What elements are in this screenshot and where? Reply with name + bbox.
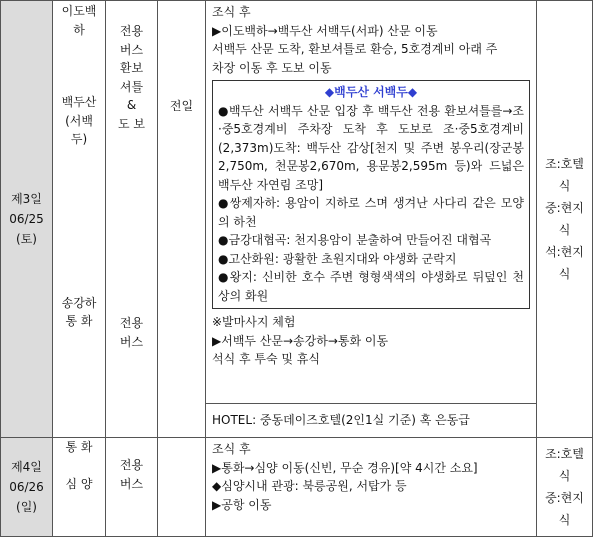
day3-place-cell: [53, 1, 106, 438]
day4-place-1: 통 화: [65, 440, 93, 454]
day3-row: [1, 1, 593, 404]
day3-sched-top-2: ▶이도백하→백두산 서백두(서파) 산문 이동: [212, 23, 438, 38]
day3-transport-cell: [106, 1, 158, 438]
day4-trans-1: 전용: [119, 458, 144, 472]
day4-trans-2: 버스: [119, 476, 144, 491]
day3-place-b-3: 두): [70, 132, 88, 146]
day3-meal-cell: [537, 1, 593, 438]
day3-meal-5: 석:현지: [545, 245, 584, 259]
box-item-gosan: ●고산화원: 광활한 초원지대와 야생화 군락지: [218, 251, 457, 266]
box-item-wangji: ●왕지: 신비한 호수 주변 형형색색의 야생화로 뒤덮인 천상의 화원: [218, 270, 524, 303]
day3-schedule-cell: [206, 1, 537, 404]
day4-place-cell: [53, 438, 106, 537]
day3-date: 06/25: [9, 212, 44, 226]
box-item-ssangjeja: ●쌍제자하: 용암이 지하로 스며 생겨난 사다리 같은 모양의 하천: [218, 196, 524, 229]
box-item-geumgang: ●금강대협곡: 천지용암이 분출하여 만들어진 대협곡: [218, 233, 492, 247]
day3-weekday: (토): [16, 232, 37, 246]
day4-sched-3: ◆심양시내 관광: 북릉공원, 서탑가 등: [212, 479, 407, 493]
day3-hotel: HOTEL: 중동데이즈호텔(2인1실 기준) 혹 은동급: [212, 413, 470, 428]
day3-trans-a-1: 전용: [119, 24, 144, 38]
day4-weekday: (일): [16, 500, 37, 514]
day4-meal-cell: [537, 438, 593, 537]
day3-trans-a-2: 버스: [119, 42, 144, 57]
day3-day: 제3일: [11, 192, 42, 206]
day3-trans-a-3: 환보: [119, 61, 144, 75]
day3-meal-3: 중:현지: [545, 201, 584, 215]
day4-place-2: 심 양: [65, 476, 93, 491]
day4-sched-1: 조식 후: [212, 442, 251, 456]
day3-sched-bot-1: ※발마사지 체험: [212, 315, 296, 329]
day3-sched-top-3: 서백두 산문 도착, 환보셔틀로 환승, 5호경계비 아래 주: [212, 42, 498, 56]
day3-sched-bot-3: 석식 후 투숙 및 휴식: [212, 352, 320, 366]
day3-meal-2: 식: [558, 179, 571, 193]
day4-date: 06/26: [9, 480, 44, 494]
day3-place-c-2: 통 화: [65, 314, 93, 328]
day3-place-b-2: (서백: [65, 113, 93, 128]
day3-trans-b-2: 버스: [119, 334, 144, 349]
day3-place-a-1: 이도백: [61, 4, 97, 18]
day3-sched-top-4: 차장 이동 후 도보 이동: [212, 60, 332, 75]
day3-sched-top-1: 조식 후: [212, 5, 251, 19]
day3-time: 전일: [169, 99, 194, 113]
day4-meal-1: 조:호텔: [545, 447, 584, 461]
day3-day-cell: [1, 1, 53, 438]
day4-sched-2: ▶통화→심양 이동(신빈, 무순 경유)[약 4시간 소요]: [212, 460, 478, 475]
day3-meal-6: 식: [558, 267, 571, 281]
day4-transport-cell: [106, 438, 158, 537]
day3-hotel-cell: [206, 404, 537, 438]
day4-meal-4: 식: [558, 513, 571, 527]
day4-meal-3: 중:현지: [545, 491, 584, 505]
baekdu-highlight-box: [212, 80, 530, 309]
day4-day-cell: [1, 438, 53, 537]
day3-place-c-1: 송강하: [61, 295, 97, 310]
day4-schedule-cell: [206, 438, 537, 537]
day3-place-b-1: 백두산: [61, 95, 97, 109]
day3-trans-a-4: 셔틀: [119, 79, 144, 94]
day3-place-a-2: 하: [73, 22, 85, 37]
day3-sched-bot-2: ▶서백두 산문→송강하→통화 이동: [212, 333, 389, 348]
day4-sched-4: ▶공항 이동: [212, 497, 272, 512]
day4-day: 제4일: [11, 460, 42, 474]
day4-time-cell: [158, 438, 206, 537]
box-item-main: ●백두산 서백두 산문 입장 후 백두산 전용 환보셔틀를→조·중5호경계비 주차장 도착 후 도보로 조·중5호경계비(2,373m)도착: 백두산 감상[천지 및 주변 봉우리(장군봉2,750m, 천문봉2,670m, 용문봉2,595m 등)와 드넓은 백두산 자연림 조망]: [218, 103, 524, 192]
box-title: ◆백두산 서백두◆: [324, 85, 418, 99]
day3-time-cell: [158, 1, 206, 438]
day3-trans-a-5: &: [126, 98, 137, 112]
day3-meal-4: 식: [558, 223, 571, 237]
day3-trans-a-6: 도 보: [118, 116, 145, 131]
day4-meal-2: 식: [558, 469, 571, 483]
day3-meal-1: 조:호텔: [545, 157, 584, 171]
day4-row: [1, 438, 593, 537]
day3-trans-b-1: 전용: [119, 316, 144, 330]
